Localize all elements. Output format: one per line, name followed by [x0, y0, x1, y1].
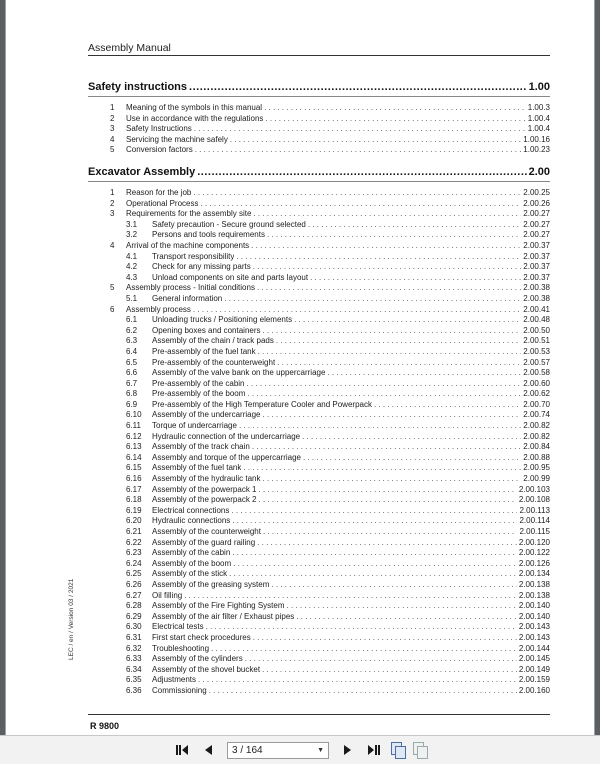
toc-entry-title: Oil filling — [152, 590, 183, 600]
toc-entry[interactable] — [88, 103, 550, 114]
toc-entry-page: 2.00.41 — [523, 304, 550, 314]
toc-entry[interactable] — [88, 347, 550, 358]
toc-entry-title: Unload components on site and parts layout — [152, 272, 309, 282]
first-page-icon[interactable] — [173, 741, 191, 759]
toc-entry[interactable] — [88, 527, 550, 538]
toc-entry-number: 2 — [110, 113, 115, 123]
toc-entry-title: Assembly of the fuel tank — [152, 463, 242, 473]
toc-entry[interactable] — [88, 305, 550, 316]
toc-entry-title: First start check procedures — [152, 632, 251, 642]
toc-entry[interactable] — [88, 675, 550, 686]
toc-entry-page: 2.00.50 — [523, 325, 550, 335]
leader-dots — [303, 453, 521, 464]
toc-entry-title: Safety precaution - Secure ground selected — [152, 219, 306, 229]
toc-entry-number: 6.9 — [126, 399, 138, 409]
toc-entry-page: 1.00.4 — [527, 124, 550, 134]
toc-entry-title: Assembly and torque of the uppercarriage — [152, 452, 301, 462]
toc-entry-number: 6.21 — [126, 527, 142, 536]
toc-entry-number: 6.35 — [126, 675, 142, 685]
leader-dots — [276, 336, 521, 347]
leader-dots — [194, 124, 526, 135]
toc-entry[interactable] — [88, 559, 550, 570]
section-divider — [88, 96, 550, 97]
toc-entry-title: Use in accordance with the regulations — [126, 113, 264, 123]
toc-entry-page: 2.00.95 — [523, 463, 550, 473]
toc-entry[interactable] — [88, 453, 550, 464]
previous-page-icon[interactable] — [199, 741, 217, 759]
toc-entry-title: Pre-assembly of the boom — [152, 389, 246, 399]
toc-entry-number: 6.18 — [126, 495, 142, 505]
footer-divider — [88, 714, 550, 715]
toc-entry-page: 2.00.140 — [518, 611, 550, 621]
toc-entry[interactable] — [88, 644, 550, 655]
toc-entry[interactable] — [88, 241, 550, 252]
toc-entry-page: 1.00.23 — [523, 145, 550, 155]
toc-entry-number: 4.3 — [126, 272, 138, 282]
toc-entry-title: Electrical connections — [152, 505, 230, 515]
toc-entry[interactable] — [88, 612, 550, 623]
single-page-view-icon[interactable] — [391, 742, 405, 758]
toc-section-safety — [88, 80, 550, 156]
toc-entry-number: 6.6 — [126, 368, 138, 378]
toc-entry-number: 6.2 — [126, 325, 138, 335]
leader-dots — [258, 347, 522, 358]
toc-entry-number: 6.15 — [126, 463, 142, 473]
toc-entry-page: 2.00.138 — [518, 590, 550, 600]
leader-dots — [236, 252, 521, 263]
toc-entry[interactable] — [88, 506, 550, 517]
leader-dots — [232, 516, 517, 527]
toc-entry-title: General information — [152, 293, 223, 303]
toc-entry-number: 6.11 — [126, 421, 141, 431]
leader-dots — [230, 135, 521, 146]
toc-entry-title: Reason for the job — [126, 188, 192, 197]
pdf-viewer-toolbar — [0, 735, 600, 764]
toc-entry-number: 6.29 — [126, 611, 142, 621]
toc-section-excavator — [88, 165, 550, 697]
toc-entry-title: Commissioning — [152, 685, 207, 695]
toc-entry[interactable] — [88, 442, 550, 453]
toc-entry-title: Arrival of the machine components — [126, 240, 250, 250]
leader-dots — [302, 432, 521, 443]
toc-entry-number: 2 — [110, 198, 115, 208]
toc-entry[interactable] — [88, 379, 550, 390]
toc-entries — [88, 103, 550, 156]
leader-dots — [224, 294, 521, 305]
leader-dots — [374, 400, 521, 411]
section-page: 2.00 — [528, 166, 550, 178]
page-header-title: Assembly Manual — [88, 42, 171, 54]
leader-dots — [245, 654, 517, 665]
leader-dots — [233, 559, 517, 570]
toc-entry[interactable] — [88, 495, 550, 506]
toc-entry-title: Pre-assembly of the High Temperature Cooler and Powerpack — [152, 399, 372, 409]
leader-dots — [277, 358, 521, 369]
leader-dots — [253, 262, 522, 273]
toc-entry-title: Hydraulic connection of the undercarriage — [152, 431, 301, 441]
toc-section-heading[interactable] — [88, 165, 550, 179]
toc-entry-number: 6.22 — [126, 537, 142, 547]
toc-entry-number: 6.16 — [126, 474, 142, 484]
toc-entry[interactable] — [88, 209, 550, 220]
toc-entry-page: 2.00.53 — [523, 346, 550, 356]
toc-entry-page: 2.00.38 — [523, 283, 550, 293]
toc-entry-page: 1.00.3 — [527, 103, 550, 112]
toc-entry-title: Assembly of the powerpack 2 — [152, 495, 257, 505]
leader-dots — [262, 665, 517, 676]
toc-entry-title: Meaning of the symbols in this manual — [126, 103, 263, 112]
toc-entry-page: 2.00.60 — [523, 378, 550, 388]
toc-entry[interactable] — [88, 410, 550, 421]
toc-entry-title: Assembly of the boom — [152, 558, 232, 568]
leader-dots — [263, 326, 522, 337]
toc-entry-page: 2.00.38 — [523, 293, 550, 303]
leader-dots — [251, 241, 521, 252]
toc-entry[interactable] — [88, 622, 550, 633]
toc-entry-page: 2.00.108 — [518, 495, 550, 505]
toc-entry-title: Troubleshooting — [152, 643, 210, 653]
toc-entry[interactable] — [88, 252, 550, 263]
toc-entry-title: Transport responsibility — [152, 251, 235, 261]
toc-entry[interactable] — [88, 262, 550, 273]
toc-entries — [88, 188, 550, 697]
toc-entry-page: 2.00.82 — [523, 421, 550, 431]
leader-dots — [184, 591, 517, 602]
leader-dots — [200, 199, 521, 210]
leader-dots — [267, 230, 521, 241]
toc-entry-title: Assembly of the stick — [152, 569, 228, 579]
toc-entry[interactable] — [88, 548, 550, 559]
toc-entry-page: 2.00.37 — [523, 272, 550, 282]
leader-dots — [206, 622, 517, 633]
toc-entry-page: 2.00.134 — [518, 569, 550, 579]
toc-entry[interactable] — [88, 220, 550, 231]
toc-entry[interactable] — [88, 294, 550, 305]
toc-entry-number: 3 — [110, 124, 115, 134]
leader-dots — [189, 80, 527, 94]
leader-dots — [243, 463, 521, 474]
toc-entry-number: 6.36 — [126, 685, 142, 695]
toc-entry-title: Check for any missing parts — [152, 262, 251, 272]
toc-entry-page: 2.00.159 — [518, 675, 550, 685]
toc-entry-title: Operational Process — [126, 198, 199, 208]
toc-entry-title: Assembly of the powerpack 1 — [152, 484, 257, 494]
leader-dots — [247, 379, 522, 390]
leader-dots — [253, 209, 521, 220]
toc-entry-page: 2.00.115 — [519, 527, 550, 536]
toc-entry-title: Servicing the machine safely — [126, 134, 228, 144]
toc-entry[interactable] — [88, 686, 550, 697]
toc-entry-number: 3.1 — [126, 219, 138, 229]
toc-entry-page: 2.00.37 — [523, 262, 550, 272]
toc-entry[interactable] — [88, 569, 550, 580]
header-divider — [88, 55, 550, 56]
toc-entry[interactable] — [88, 601, 550, 612]
toc-entry-page: 2.00.145 — [518, 654, 550, 664]
toc-entry[interactable] — [88, 633, 550, 644]
leader-dots — [327, 368, 521, 379]
toc-entry-page: 2.00.51 — [523, 336, 550, 346]
toc-entry-number: 4.2 — [126, 262, 138, 272]
toc-entry[interactable] — [88, 199, 550, 210]
leader-dots — [263, 410, 522, 421]
toc-entry[interactable] — [88, 114, 550, 125]
toc-entry[interactable] — [88, 358, 550, 369]
toc-entry-title: Assembly process - Initial conditions — [126, 283, 255, 293]
toc-entry-number: 6.25 — [126, 569, 142, 579]
toc-entry-number: 6.17 — [126, 484, 142, 494]
toc-entry[interactable] — [88, 421, 550, 432]
toc-entry-number: 6.32 — [126, 643, 142, 653]
toc-entry[interactable] — [88, 389, 550, 400]
toc-entry-page: 2.00.74 — [523, 410, 550, 420]
toc-entry-title: Assembly of the track chain — [152, 442, 250, 452]
toc-entry-number: 6.26 — [126, 579, 142, 589]
toc-entry-number: 4 — [110, 134, 115, 144]
page-indicator: 3 / 164 — [232, 744, 263, 756]
toc-entry-page: 2.00.120 — [518, 537, 550, 547]
toc-entry-page: 2.00.27 — [523, 219, 550, 229]
toc-entry-number: 1 — [110, 188, 115, 197]
leader-dots — [308, 220, 521, 231]
toc-entry-number: 6.33 — [126, 654, 142, 664]
toc-entry-page: 2.00.160 — [518, 685, 550, 695]
toc-entry-number: 6.10 — [126, 410, 142, 420]
leader-dots — [259, 495, 517, 506]
toc-entry-number: 6.28 — [126, 601, 142, 611]
toc-entry-title: Unloading trucks / Positioning elements — [152, 315, 293, 325]
toc-entry-title: Assembly of the undercarriage — [152, 410, 261, 420]
leader-dots — [195, 145, 522, 156]
toc-entry-page: 2.00.126 — [518, 558, 550, 568]
leader-dots — [296, 612, 517, 623]
toc-entry-page: 2.00.57 — [523, 357, 550, 367]
toc-entry-title: Assembly of the counterweight — [152, 527, 261, 536]
toc-entry-title: Torque of undercarriage — [152, 421, 237, 431]
toc-entry[interactable] — [88, 538, 550, 549]
toc-entry-title: Assembly of the shovel bucket — [152, 664, 261, 674]
toc-entry-page: 2.00.37 — [523, 251, 550, 261]
toc-entry-number: 6.12 — [126, 431, 142, 441]
toc-entry[interactable] — [88, 485, 550, 496]
section-page: 1.00 — [528, 81, 550, 93]
toc-entry-number: 5 — [110, 283, 115, 293]
toc-entry-title: Electrical tests — [152, 622, 204, 632]
toc-entry-number: 6.13 — [126, 442, 142, 452]
version-side-text: LEC / en / Version 03 / 2021 — [68, 578, 75, 660]
toc-entry-page: 2.00.25 — [523, 188, 550, 197]
chevron-down-icon: ▼ — [317, 746, 324, 754]
toc-entry-page: 2.00.138 — [518, 579, 550, 589]
toc-entry-title: Assembly of the air filter / Exhaust pipes — [152, 611, 295, 621]
toc-entry[interactable] — [88, 474, 550, 485]
toc-entry-number: 6.34 — [126, 664, 142, 674]
leader-dots — [253, 633, 517, 644]
leader-dots — [209, 686, 517, 697]
leader-dots — [229, 569, 517, 580]
toc-entry-page: 2.00.58 — [523, 368, 550, 378]
toc-entry[interactable] — [88, 516, 550, 527]
toc-entry[interactable] — [88, 273, 550, 284]
leader-dots — [193, 305, 521, 316]
toc-entry[interactable] — [88, 145, 550, 156]
toc-entry-title: Adjustments — [152, 675, 197, 685]
toc-entry-number: 6.24 — [126, 558, 142, 568]
toc-entry-number: 6 — [110, 304, 115, 314]
leader-dots — [197, 165, 526, 179]
toc-entry-page: 1.00.16 — [523, 134, 550, 144]
toc-entry-number: 3.2 — [126, 230, 138, 240]
toc-entry[interactable] — [88, 230, 550, 241]
toc-entry-number: 6.14 — [126, 452, 142, 462]
toc-entry-title: Pre-assembly of the counterweight — [152, 357, 276, 367]
toc-entry-title: Assembly process — [126, 304, 191, 314]
toc-entry-page: 2.00.27 — [523, 209, 550, 219]
toc-entry-number: 6.30 — [126, 622, 142, 632]
toc-entry-page: 2.00.122 — [518, 548, 550, 558]
toc-entry-title: Conversion factors — [126, 145, 193, 155]
toc-entry-title: Assembly of the guard railing — [152, 537, 256, 547]
leader-dots — [263, 474, 522, 485]
leader-dots — [264, 103, 526, 114]
toc-entry[interactable] — [88, 665, 550, 676]
page-number-selector[interactable] — [227, 742, 329, 759]
toc-entry[interactable] — [88, 591, 550, 602]
leader-dots — [265, 114, 525, 125]
toc-entry-page: 2.00.37 — [523, 240, 550, 250]
toc-entry-title: Assembly of the hydraulic tank — [152, 474, 261, 484]
toc-entry-page: 2.00.114 — [519, 516, 550, 526]
toc-entry[interactable] — [88, 188, 550, 199]
toc-entry-number: 6.7 — [126, 378, 138, 388]
leader-dots — [287, 601, 517, 612]
leader-dots — [259, 485, 517, 496]
toc-entry[interactable] — [88, 463, 550, 474]
toc-section-heading[interactable] — [88, 80, 550, 94]
toc-entry-title: Assembly of the valve bank on the uppercarriage — [152, 368, 326, 378]
toc-entry-number: 6.4 — [126, 346, 138, 356]
leader-dots — [232, 548, 517, 559]
toc-entry[interactable] — [88, 135, 550, 146]
section-title: Safety instructions — [88, 81, 188, 93]
leader-dots — [271, 580, 516, 591]
two-page-view-icon[interactable] — [413, 742, 427, 758]
last-page-icon[interactable] — [365, 741, 383, 759]
toc-entry-page: 2.00.149 — [518, 664, 550, 674]
toc-entry-page: 2.00.113 — [519, 505, 550, 515]
toc-entry-title: Requirements for the assembly site — [126, 209, 252, 219]
leader-dots — [252, 442, 521, 453]
toc-entry-page: 2.00.103 — [518, 484, 550, 494]
document-page — [5, 0, 595, 735]
toc-entry-title: Assembly of the cylinders — [152, 654, 243, 664]
toc-entry-page: 2.00.27 — [523, 230, 550, 240]
leader-dots — [263, 527, 518, 538]
toc-entry[interactable] — [88, 336, 550, 347]
toc-entry-title: Assembly of the greasing system — [152, 579, 270, 589]
toc-entry-number: 6.8 — [126, 389, 138, 399]
toc-entry-page: 2.00.84 — [523, 442, 550, 452]
toc-entry-page: 2.00.140 — [518, 601, 550, 611]
toc-entry[interactable] — [88, 368, 550, 379]
toc-entry-number: 3 — [110, 209, 115, 219]
toc-entry-number: 6.27 — [126, 590, 142, 600]
toc-entry-title: Pre-assembly of the cabin — [152, 378, 245, 388]
toc-entry-number: 6.19 — [126, 505, 142, 515]
toc-entry-number: 6.3 — [126, 336, 138, 346]
toc-entry-number: 6.20 — [126, 516, 142, 526]
toc-entry-page: 2.00.99 — [523, 474, 550, 484]
next-page-icon[interactable] — [339, 741, 357, 759]
toc-entry-title: Assembly of the chain / track pads — [152, 336, 274, 346]
toc-entry-title: Opening boxes and containers — [152, 325, 261, 335]
leader-dots — [257, 283, 521, 294]
leader-dots — [247, 389, 521, 400]
leader-dots — [257, 538, 517, 549]
section-title: Excavator Assembly — [88, 166, 196, 178]
toc-entry[interactable] — [88, 283, 550, 294]
toc-entry-number: 4 — [110, 240, 115, 250]
toc-entry-page: 2.00.88 — [523, 452, 550, 462]
toc-entry-page: 2.00.48 — [523, 315, 550, 325]
leader-dots — [239, 421, 521, 432]
toc-entry[interactable] — [88, 124, 550, 135]
toc-entry-page: 2.00.62 — [523, 389, 550, 399]
leader-dots — [231, 506, 517, 517]
toc-entry-number: 1 — [110, 103, 115, 112]
toc-entry-page: 2.00.82 — [523, 431, 550, 441]
leader-dots — [294, 315, 521, 326]
toc-entry[interactable] — [88, 326, 550, 337]
toc-entry-title: Pre-assembly of the fuel tank — [152, 346, 256, 356]
toc-entry-title: Safety Instructions — [126, 124, 192, 134]
toc-entry-number: 6.23 — [126, 548, 142, 558]
toc-entry-title: Persons and tools requirements — [152, 230, 265, 240]
leader-dots — [211, 644, 517, 655]
section-divider — [88, 181, 550, 182]
toc-entry-number: 4.1 — [126, 251, 138, 261]
toc-entry-number: 6.31 — [126, 632, 142, 642]
toc-entry[interactable] — [88, 654, 550, 665]
toc-entry[interactable] — [88, 315, 550, 326]
toc-entry-page: 2.00.70 — [523, 399, 550, 409]
leader-dots — [310, 273, 521, 284]
toc-entry-number: 6.5 — [126, 357, 138, 367]
leader-dots — [198, 675, 517, 686]
toc-entry[interactable] — [88, 400, 550, 411]
toc-entry[interactable] — [88, 432, 550, 443]
toc-entry-page: 2.00.143 — [518, 632, 550, 642]
toc-entry-title: Assembly of the Fire Fighting System — [152, 601, 285, 611]
toc-entry-number: 5 — [110, 145, 115, 155]
footer-model: R 9800 — [90, 721, 120, 731]
toc-entry[interactable] — [88, 580, 550, 591]
leader-dots — [193, 188, 521, 199]
toc-entry-page: 2.00.144 — [518, 643, 550, 653]
toc-entry-number: 5.1 — [126, 293, 138, 303]
toc-entry-title: Assembly of the cabin — [152, 548, 231, 558]
toc-entry-page: 2.00.143 — [518, 622, 550, 632]
toc-entry-title: Hydraulic connections — [152, 516, 231, 526]
toc-entry-number: 6.1 — [126, 315, 138, 325]
toc-entry-page: 1.00.4 — [527, 113, 550, 123]
toc-entry-page: 2.00.26 — [523, 198, 550, 208]
